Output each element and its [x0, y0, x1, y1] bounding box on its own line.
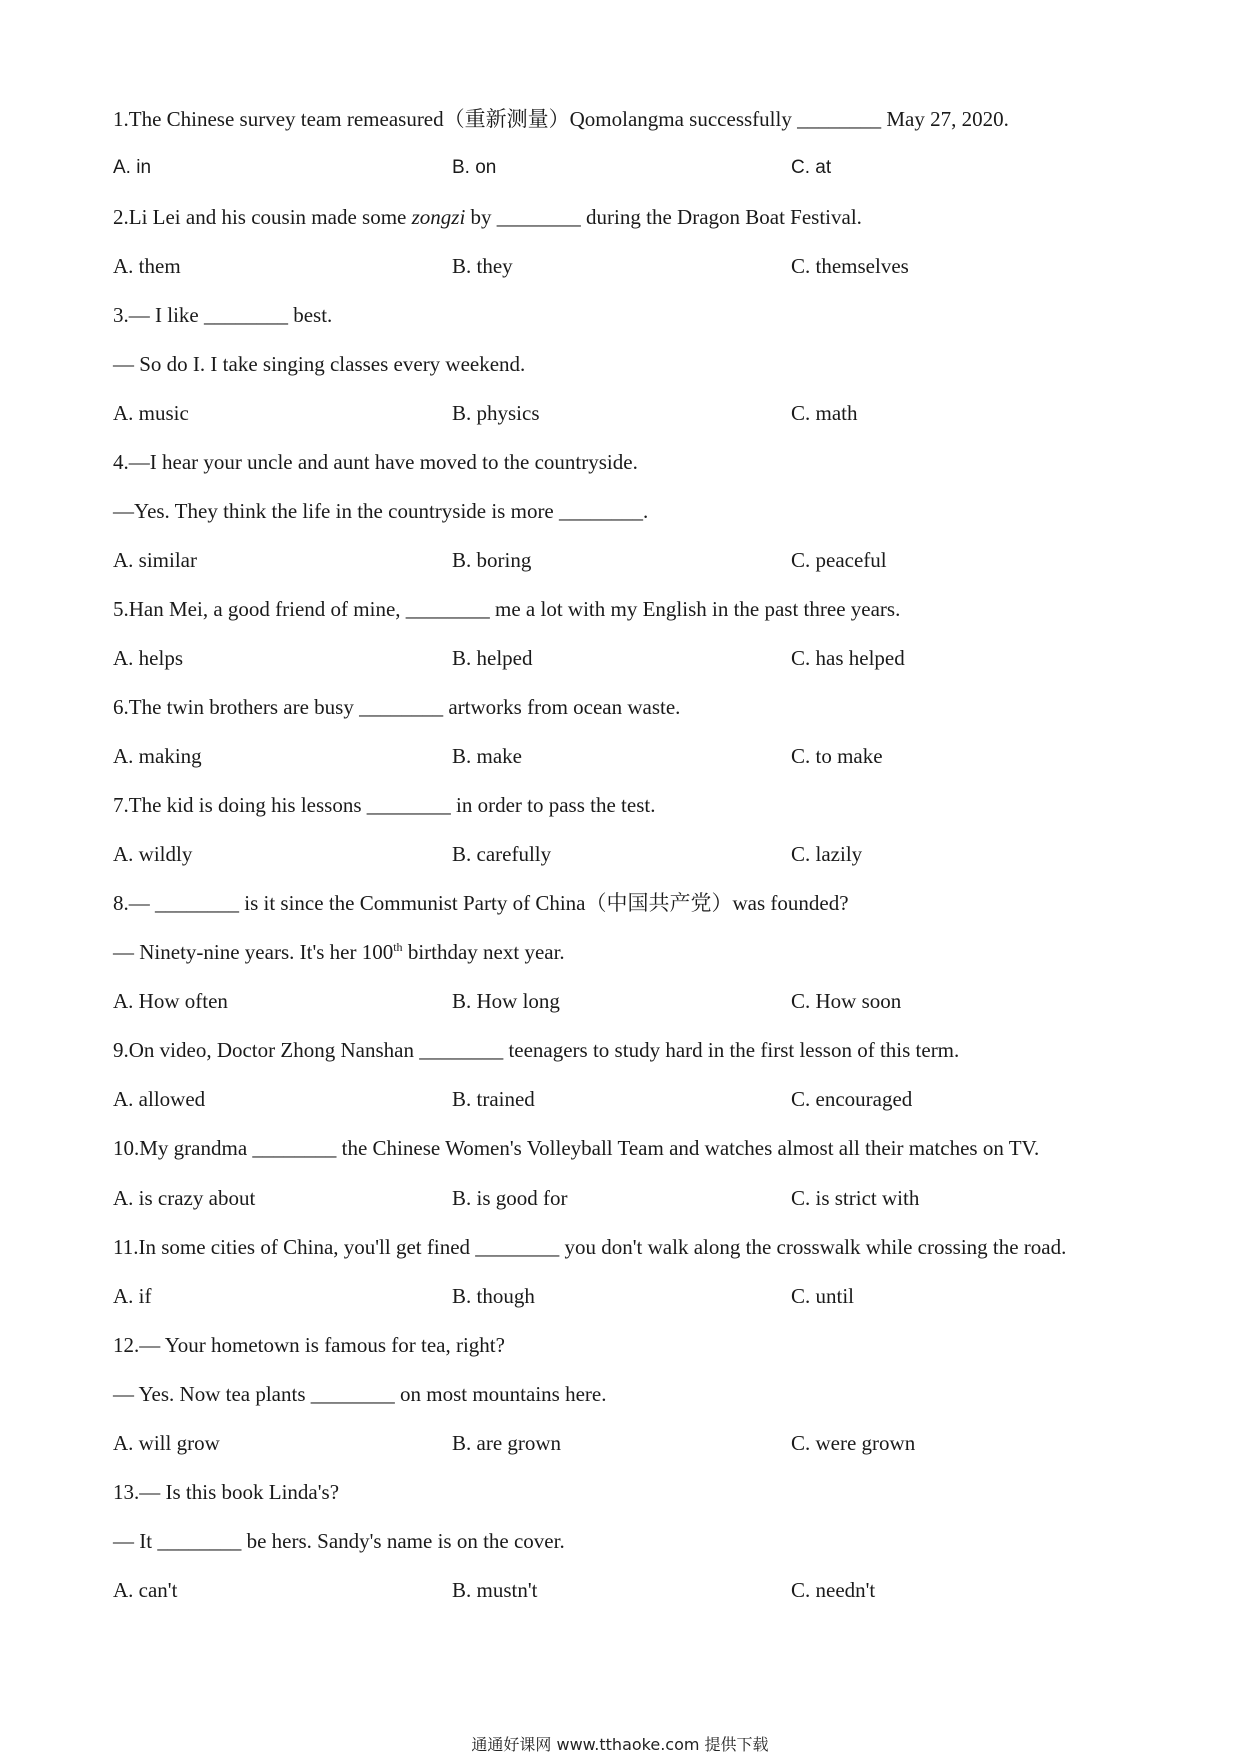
- option-a: A. similar: [113, 548, 197, 572]
- option-b: B. mustn't: [452, 1578, 538, 1602]
- option-c: C. math: [791, 401, 858, 425]
- option-a: A. if: [113, 1284, 152, 1308]
- option-b: B. is good for: [452, 1186, 568, 1210]
- option-c: C. encouraged: [791, 1087, 913, 1111]
- option-b: B. though: [452, 1284, 535, 1308]
- option-b: B. on: [452, 157, 497, 178]
- option-b: B. carefully: [452, 842, 552, 866]
- question-10-text: 10.My grandma ________ the Chinese Women's Volleyball Team and watches almost all their matches on TV.: [113, 1136, 1040, 1160]
- question-12-text: 12.— Your hometown is famous for tea, right?: [113, 1333, 505, 1357]
- question-8-reply: — Ninety-nine years. It's her 100th birthday next year.: [113, 940, 565, 964]
- question-5-options: [0, 645, 1240, 671]
- option-b: B. boring: [452, 548, 532, 572]
- option-c: C. themselves: [791, 254, 909, 278]
- option-c: C. at: [791, 157, 832, 178]
- option-a: A. wildly: [113, 842, 193, 866]
- option-a: A. is crazy about: [113, 1186, 256, 1210]
- question-9-text: 9.On video, Doctor Zhong Nanshan ________ teenagers to study hard in the first lesson of this term.: [113, 1038, 960, 1062]
- option-a: A. music: [113, 401, 189, 425]
- option-c: C. is strict with: [791, 1186, 920, 1210]
- question-6-text: 6.The twin brothers are busy ________ artworks from ocean waste.: [113, 695, 681, 719]
- footer-source: 通通好课网 www.tthaoke.com 提供下载: [471, 1735, 769, 1754]
- question-12-options: [0, 1430, 1240, 1456]
- option-c: C. to make: [791, 744, 883, 768]
- question-4-options: [0, 547, 1240, 573]
- question-7-options: [0, 841, 1240, 867]
- question-2-options: [0, 253, 1240, 279]
- question-4-reply: —Yes. They think the life in the countryside is more ________.: [113, 499, 649, 523]
- question-3-reply: — So do I. I take singing classes every weekend.: [113, 352, 526, 376]
- question-13-reply: — It ________ be hers. Sandy's name is on the cover.: [113, 1529, 565, 1553]
- option-a: A. How often: [113, 989, 228, 1013]
- option-a: A. them: [113, 254, 181, 278]
- question-9-options: [0, 1086, 1240, 1112]
- option-a: A. allowed: [113, 1087, 206, 1111]
- question-5-text: 5.Han Mei, a good friend of mine, ________ me a lot with my English in the past three years.: [113, 597, 901, 621]
- option-a: A. in: [113, 157, 152, 178]
- option-c: C. until: [791, 1284, 855, 1308]
- option-b: B. are grown: [452, 1431, 562, 1455]
- question-3-options: [0, 400, 1240, 426]
- question-4-text: 4.—I hear your uncle and aunt have moved to the countryside.: [113, 450, 638, 474]
- option-b: B. How long: [452, 989, 560, 1013]
- option-a: A. can't: [113, 1578, 178, 1602]
- question-8-options: [0, 988, 1240, 1014]
- question-3-text: 3.— I like ________ best.: [113, 303, 333, 327]
- option-a: A. will grow: [113, 1431, 220, 1455]
- option-b: B. they: [452, 254, 513, 278]
- option-c: C. lazily: [791, 842, 863, 866]
- question-13-text: 13.— Is this book Linda's?: [113, 1480, 340, 1504]
- option-c: C. were grown: [791, 1431, 916, 1455]
- option-b: B. physics: [452, 401, 540, 425]
- option-a: A. helps: [113, 646, 183, 670]
- question-11-text: 11.In some cities of China, you'll get fined ________ you don't walk along the crosswalk while crossing the road.: [113, 1235, 1067, 1259]
- option-a: A. making: [113, 744, 202, 768]
- question-11-options: [0, 1283, 1240, 1309]
- option-b: B. make: [452, 744, 522, 768]
- question-2-text: 2.Li Lei and his cousin made some zongzi by ________ during the Dragon Boat Festival.: [113, 205, 862, 229]
- question-6-options: [0, 743, 1240, 769]
- question-10-options: [0, 1185, 1240, 1211]
- option-b: B. trained: [452, 1087, 535, 1111]
- question-1-options: [0, 155, 1240, 181]
- question-8-text: 8.— ________ is it since the Communist Party of China（中国共产党）was founded?: [113, 891, 849, 915]
- option-b: B. helped: [452, 646, 533, 670]
- question-13-options: [0, 1577, 1240, 1603]
- option-c: C. peaceful: [791, 548, 887, 572]
- option-c: C. needn't: [791, 1578, 876, 1602]
- option-c: C. has helped: [791, 646, 905, 670]
- question-12-reply: — Yes. Now tea plants ________ on most mountains here.: [113, 1382, 607, 1406]
- question-7-text: 7.The kid is doing his lessons ________ in order to pass the test.: [113, 793, 656, 817]
- option-c: C. How soon: [791, 989, 902, 1013]
- question-1-text: 1.The Chinese survey team remeasured（重新测量）Qomolangma successfully ________ May 27, 2020.: [113, 107, 1009, 131]
